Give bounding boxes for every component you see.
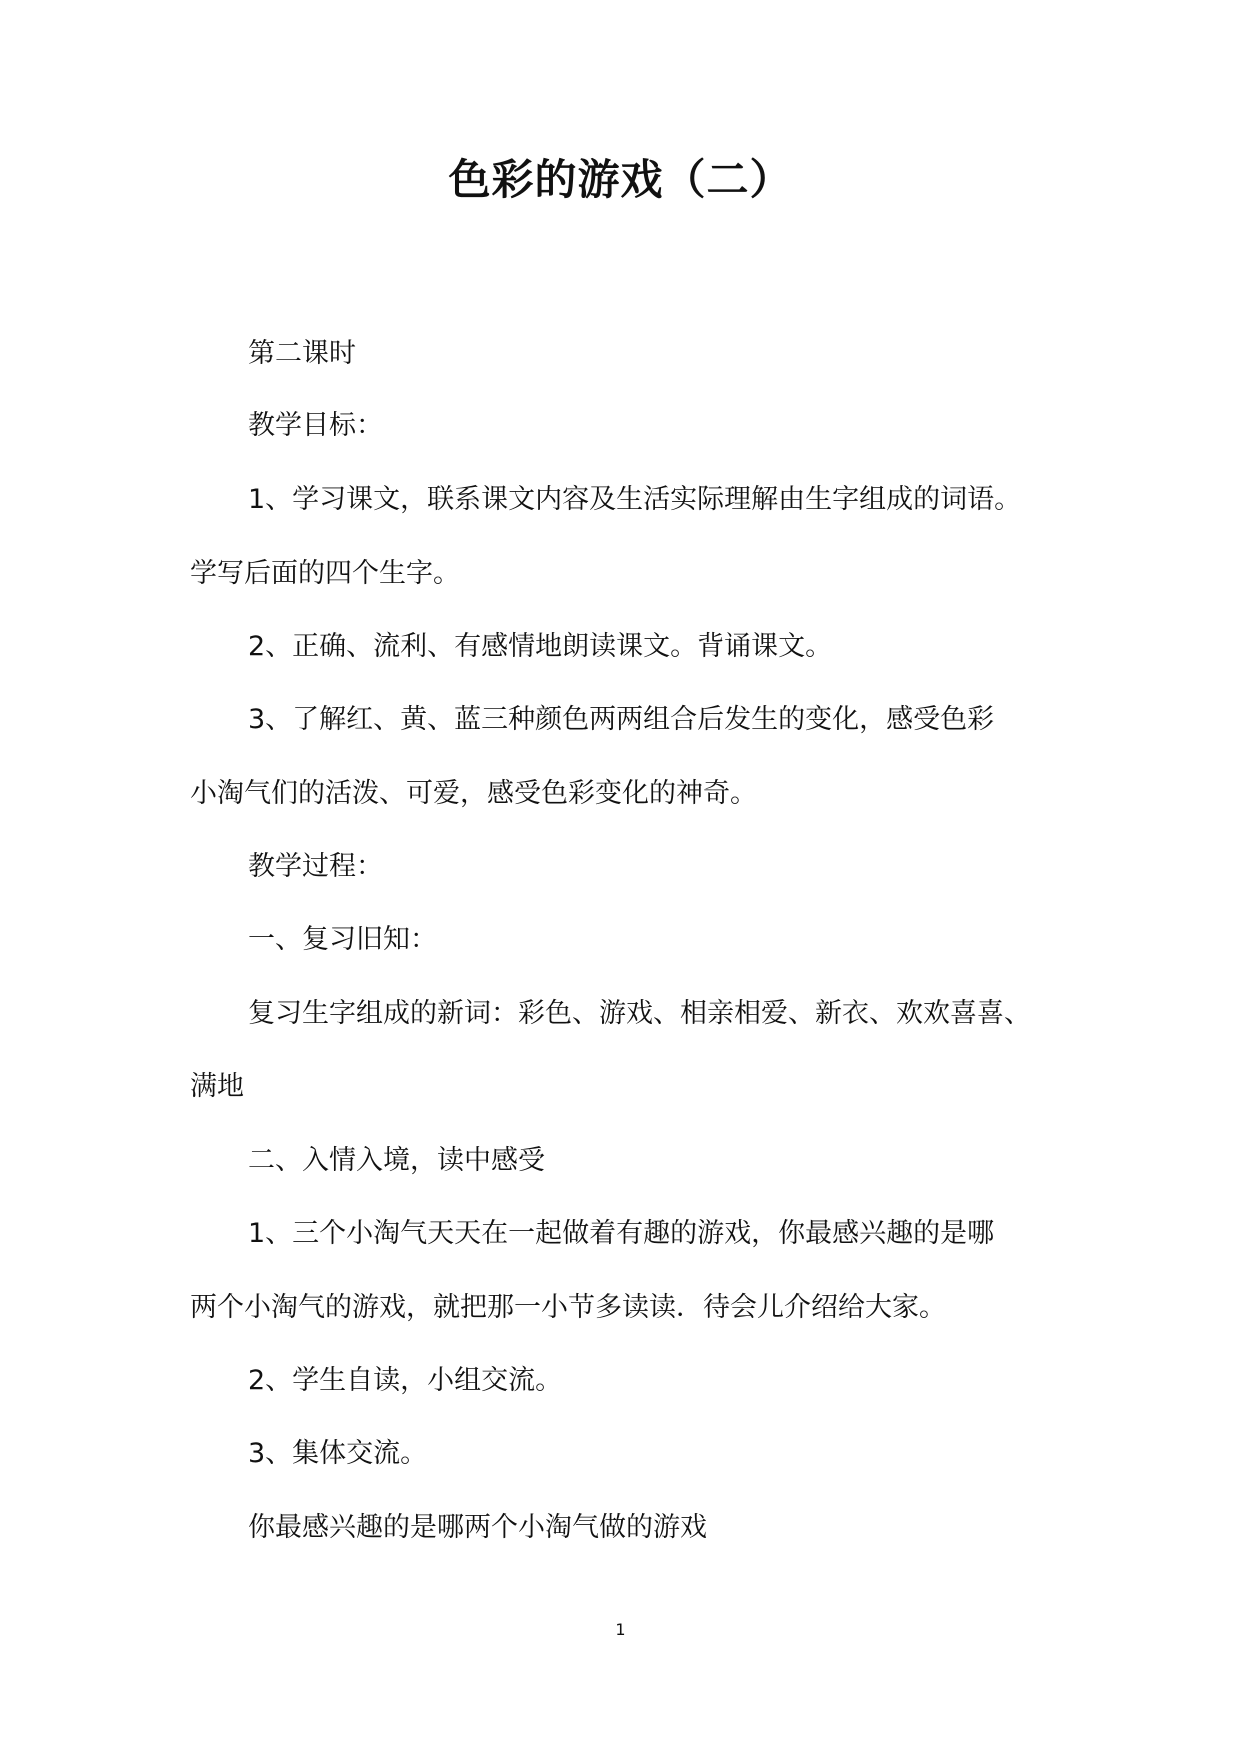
paragraph-line: 3、集体交流。: [248, 1438, 428, 1469]
paragraph-line: 学写后面的四个生字。: [190, 558, 460, 589]
page-number: 1: [615, 1620, 626, 1639]
paragraph-line: 3、了解红、黄、蓝三种颜色两两组合后发生的变化，感受色彩: [248, 704, 995, 735]
paragraph-line: 2、学生自读，小组交流。: [248, 1365, 563, 1396]
paragraph-line: 满地: [190, 1071, 244, 1102]
paragraph-line: 1、学习课文，联系课文内容及生活实际理解由生字组成的词语。: [248, 484, 1022, 515]
heading-process: 教学过程：: [248, 851, 383, 882]
paragraph-line: 2、正确、流利、有感情地朗读课文。背诵课文。: [248, 631, 833, 662]
heading-objectives: 教学目标：: [248, 410, 383, 441]
paragraph-line: 小淘气们的活泼、可爱，感受色彩变化的神奇。: [190, 778, 757, 809]
document-title: 色彩的游戏（二）: [448, 155, 793, 204]
section-heading: 二、入情入境，读中感受: [248, 1145, 545, 1176]
section-heading: 一、复习旧知：: [248, 924, 437, 955]
section-label: 第二课时: [248, 338, 356, 369]
paragraph-line: 复习生字组成的新词：彩色、游戏、相亲相爱、新衣、欢欢喜喜、: [248, 998, 1031, 1029]
paragraph-line: 1、三个小淘气天天在一起做着有趣的游戏，你最感兴趣的是哪: [248, 1218, 995, 1249]
paragraph-line: 两个小淘气的游戏，就把那一小节多读读．待会儿介绍给大家。: [190, 1292, 946, 1323]
paragraph-line: 你最感兴趣的是哪两个小淘气做的游戏: [248, 1512, 707, 1543]
